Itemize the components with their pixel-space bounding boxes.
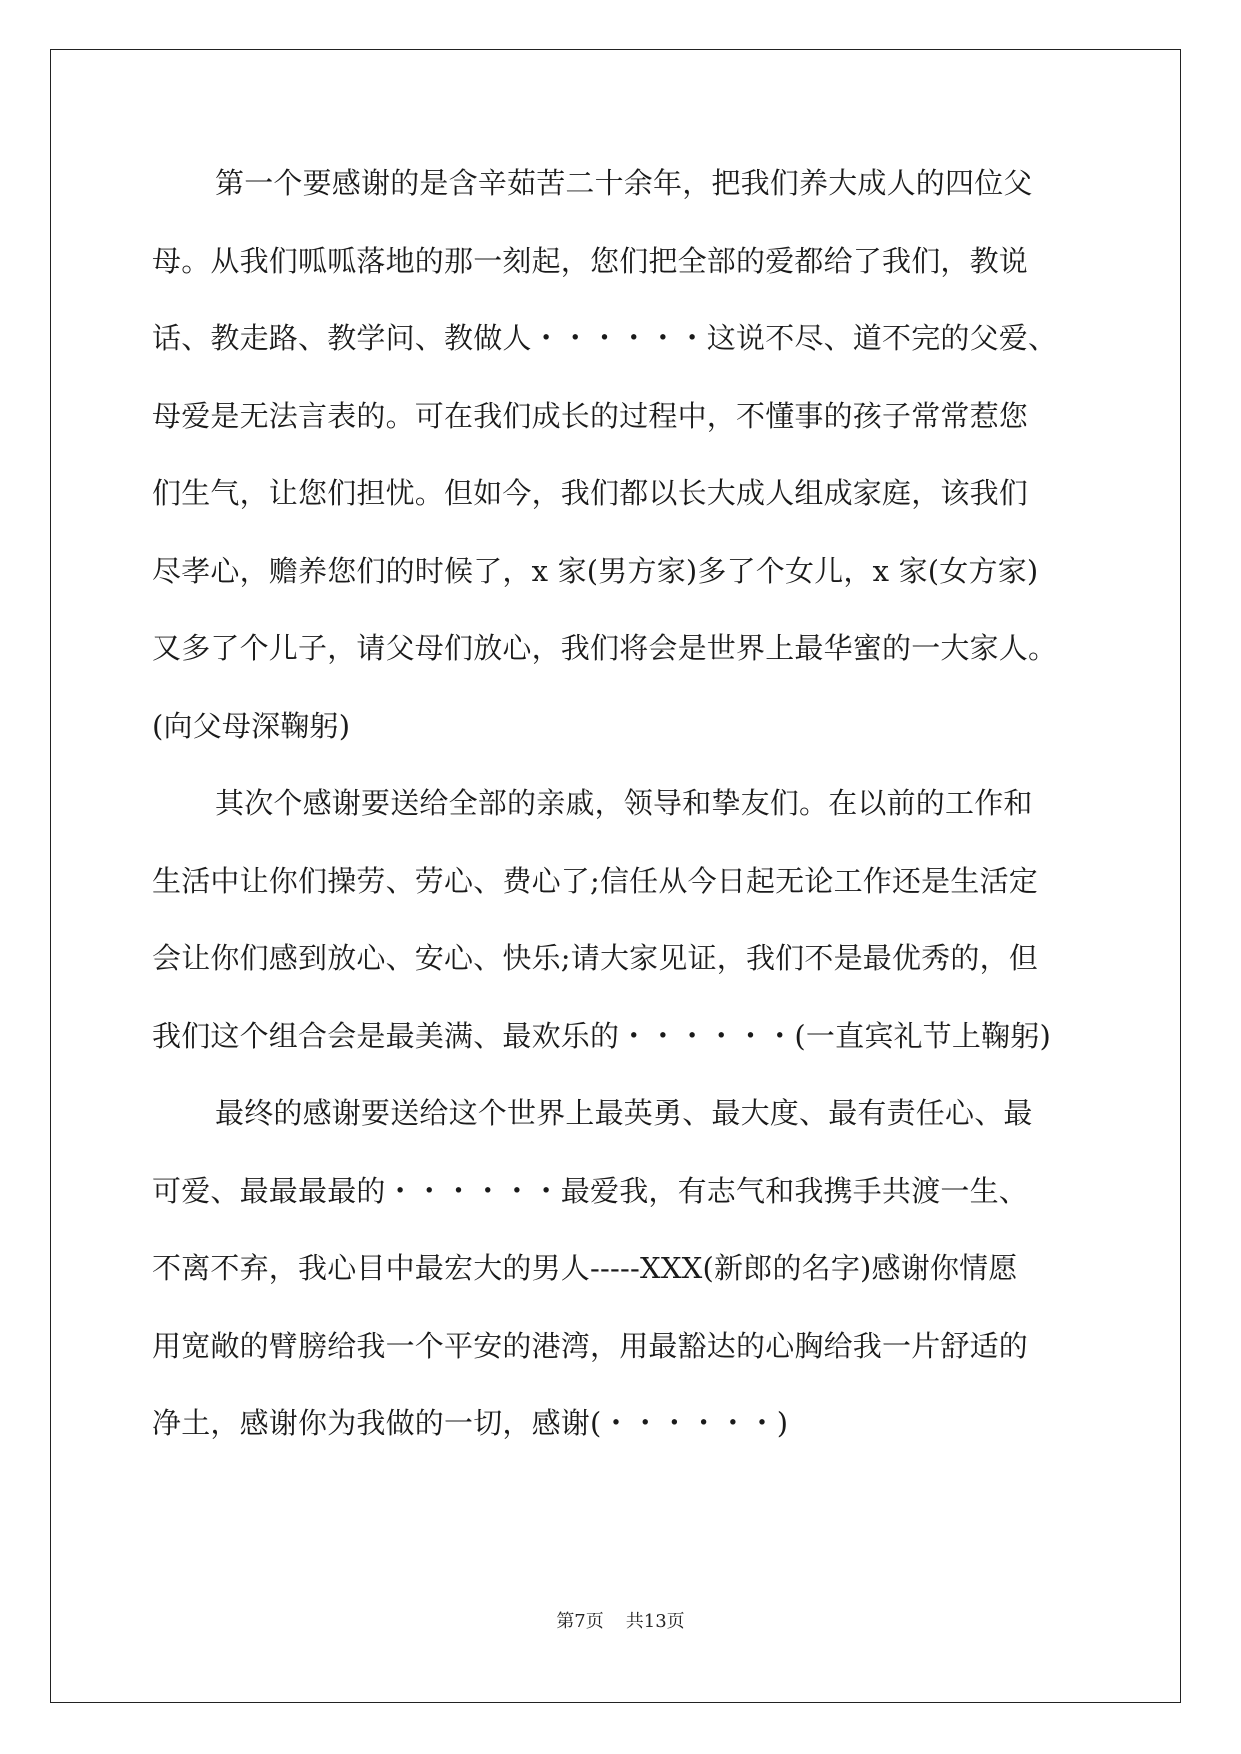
text-line: 母爱是无法言表的。可在我们成长的过程中，不懂事的孩子常常惹您 <box>152 398 1029 433</box>
text-line: (向父母深鞠躬) <box>152 708 351 743</box>
text-line: 话、教走路、教学问、教做人・・・・・・这说不尽、道不完的父爱、 <box>152 321 1058 355</box>
document-body <box>152 163 1087 1481</box>
text-line: 用宽敞的臂膀给我一个平安的港湾，用最豁达的心胸给我一片舒适的 <box>152 1328 1029 1363</box>
page-number: 第7页 <box>556 1611 604 1632</box>
text-line: 们生气，让您们担忧。但如今，我们都以长大成人组成家庭，该我们 <box>152 476 1029 510</box>
text-line: 又多了个儿子，请父母们放心，我们将会是世界上最华蜜的一大家人。 <box>152 631 1058 665</box>
text-line: 最终的感谢要送给这个世界上最英勇、最大度、最有责任心、最 <box>215 1096 1033 1130</box>
text-line: 不离不弃，我心目中最宏大的男人-----XXX(新郎的名字)感谢你情愿 <box>152 1251 1018 1285</box>
text-line: 会让你们感到放心、安心、快乐;请大家见证，我们不是最优秀的，但 <box>152 941 1038 975</box>
text-line: 第一个要感谢的是含辛茹苦二十余年，把我们养大成人的四位父 <box>215 166 1033 200</box>
text-line: 我们这个组合会是最美满、最欢乐的・・・・・・(一直宾礼节上鞠躬) <box>152 1018 1052 1053</box>
text-line: 其次个感谢要送给全部的亲戚，领导和挚友们。在以前的工作和 <box>215 786 1033 820</box>
text-line: 尽孝心，赡养您们的时候了，x 家(男方家)多了个女儿，x 家(女方家) <box>152 553 1039 588</box>
page-total: 共13页 <box>625 1611 685 1632</box>
text-line: 母。从我们呱呱落地的那一刻起，您们把全部的爱都给了我们，教说 <box>152 243 1029 278</box>
text-line: 净土，感谢你为我做的一切，感谢(・・・・・・) <box>152 1406 789 1440</box>
page-footer <box>0 1607 1241 1633</box>
text-line: 生活中让你们操劳、劳心、费心了;信任从今日起无论工作还是生活定 <box>152 863 1038 898</box>
text-line: 可爱、最最最最的・・・・・・最爱我，有志气和我携手共渡一生、 <box>152 1173 1029 1208</box>
